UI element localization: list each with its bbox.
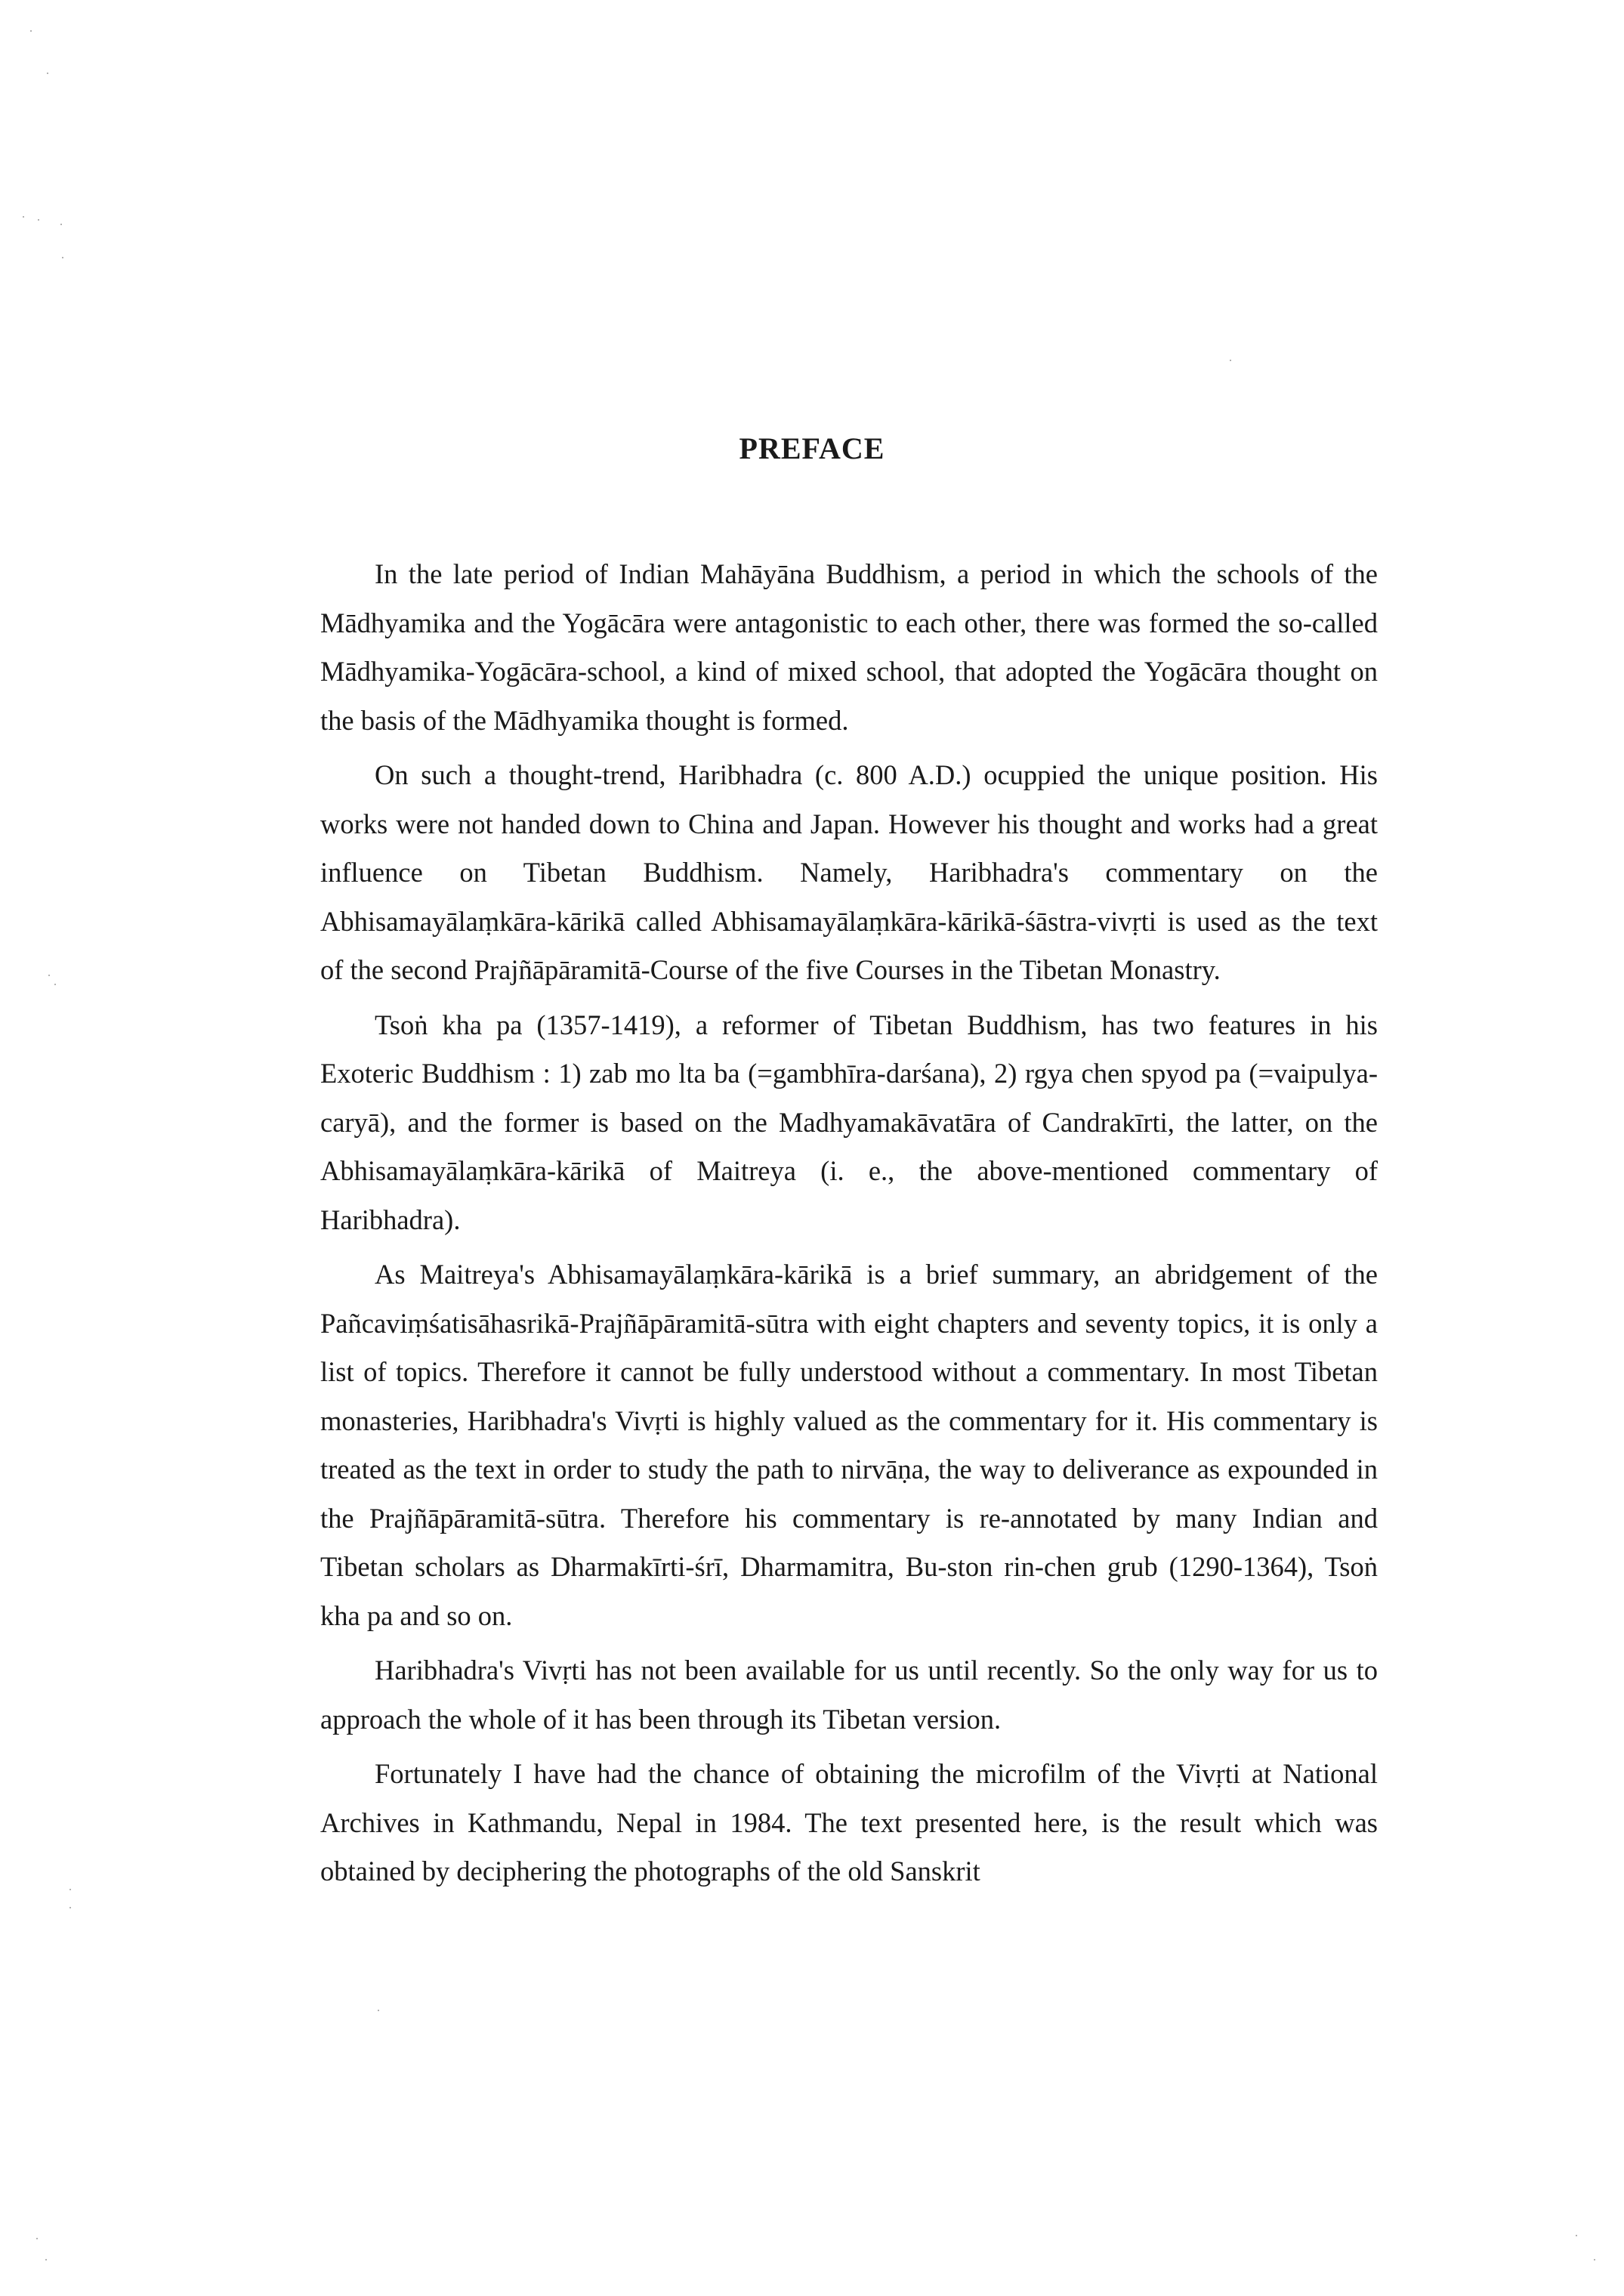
scan-speck [69, 1907, 71, 1908]
scan-speck [48, 975, 50, 976]
scan-speck [23, 216, 24, 218]
scan-speck [378, 2010, 379, 2011]
paragraph-2: On such a thought-trend, Haribhadra (c. 800 A.D.) ocuppied the unique position. His works were not handed down to China and Japan. However his thought and works had a great influence on Tibetan Buddhism. Namely, Haribhadra's commentary on the Abhisamayālaṃkāra-kārikā called Abhisamayālaṃkāra-kārikā-śāstra-vivṛti is used as the text of the second Prajñāpāramitā-Course of the five Courses in the Tibetan Monastry. [320, 759, 1378, 985]
scan-speck [62, 257, 63, 258]
scan-speck [1594, 2259, 1595, 2260]
paragraph-1: In the late period of Indian Mahāyāna Buddhism, a period in which the schools of the Mādhyamika and the Yogācāra were antagonistic to each other, there was formed the so-called Mādhyamika-Yogācāra-school, a kind of mixed school, that adopted the Yogācāra thought on the basis of the Mādhyamika thought is formed. [320, 558, 1378, 736]
paragraph-4: As Maitreya's Abhisamayālaṃkāra-kārikā is a brief summary, an abridgement of the Pañcaviṃśatisāhasrikā-Prajñāpāramitā-sūtra with eight chapters and seventy topics, it is only a list of topics. Therefore it cannot be fully understood without a commentary. In most Tibetan monasteries, Haribhadra's Vivṛti is highly valued as the commentary for it. His commentary is treated as the text in order to study the path to nirvāṇa, the way to deliverance as expounded in the Prajñāpāramitā-sūtra. Therefore his commentary is re-annotated by many Indian and Tibetan scholars as Dharmakīrti-śrī, Dharmamitra, Bu-ston rin-chen grub (1290-1364), Tsoṅ kha pa and so on. [320, 1259, 1378, 1631]
page-title: PREFACE [739, 431, 885, 465]
scan-speck [38, 219, 39, 221]
paragraph-6: Fortunately I have had the chance of obtaining the microfilm of the Vivṛti at National Archives in Kathmandu, Nepal in 1984. The text presented here, is the result which was obtained by deciphering the photographs of the old Sanskrit [320, 1758, 1378, 1887]
scan-speck [30, 30, 32, 32]
scan-speck [54, 984, 56, 985]
scan-speck [60, 224, 62, 225]
scan-speck [47, 73, 48, 74]
scan-speck [36, 2238, 38, 2239]
paragraph-3: Tsoṅ kha pa (1357-1419), a reformer of Tibetan Buddhism, has two features in his Exoteric Buddhism : 1) zab mo lta ba (=gambhīra-darśana), 2) rgya chen spyod pa (=vaipulya-caryā), and the former is based on the Madhyamakāvatāra of Candrakīrti, the latter, on the Abhisamayālaṃkāra-kārikā of Maitreya (i. e., the above-mentioned commentary of Haribhadra). [320, 1009, 1378, 1235]
scan-speck [1576, 2235, 1577, 2236]
preface-body [320, 550, 1378, 1902]
scan-speck [1230, 360, 1231, 361]
scan-speck [45, 2259, 47, 2260]
scan-speck [69, 1889, 71, 1890]
paragraph-5: Haribhadra's Vivṛti has not been available for us until recently. So the only way for us to approach the whole of it has been through its Tibetan version. [320, 1655, 1378, 1735]
